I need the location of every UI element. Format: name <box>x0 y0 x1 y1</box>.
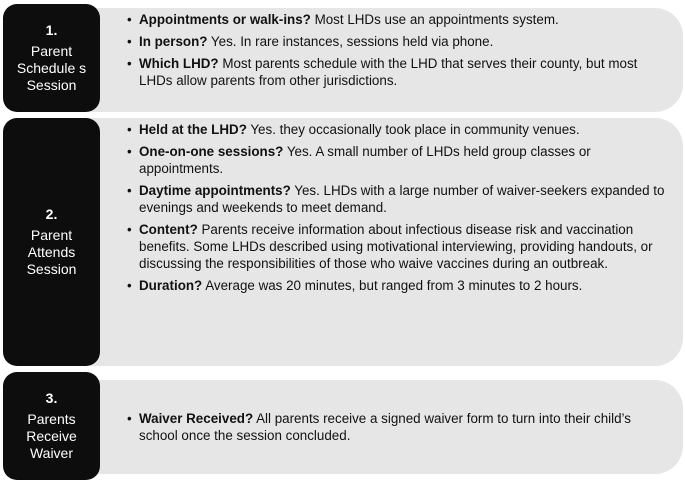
step-1-bullets <box>125 11 667 94</box>
step-2-bullets <box>125 121 667 299</box>
step-3-bullets <box>125 410 667 449</box>
step-3-label: Parents Receive Waiver <box>26 411 77 461</box>
step-1-label-box <box>3 4 100 112</box>
step-3-number: 3. <box>45 390 58 406</box>
list-item: • Which LHD? Most parents schedule with the LHD that serves their county, but most LHDs allow parents from other jurisdictions. <box>125 55 667 89</box>
step-2-number: 2. <box>45 206 58 222</box>
step-1-number: 1. <box>45 22 58 38</box>
list-item: • Held at the LHD? Yes. they occasionally took place in community venues. <box>125 121 667 138</box>
step-2 <box>0 118 685 366</box>
list-item: • Daytime appointments? Yes. LHDs with a large number of waiver-seekers expanded to evenings and weekends to meet demand. <box>125 182 667 216</box>
list-item: • Waiver Received? All parents receive a signed waiver form to turn into their child’s school once the session concluded. <box>125 410 667 444</box>
list-item: • Appointments or walk-ins? Most LHDs use an appointments system. <box>125 11 667 28</box>
step-2-label: Parent Attends Session <box>26 227 77 277</box>
step-3-label-box <box>3 372 100 480</box>
step-2-label-box <box>3 118 100 366</box>
list-item: • Duration? Average was 20 minutes, but ranged from 3 minutes to 2 hours. <box>125 277 667 294</box>
step-1-label: Parent Schedule s Session <box>16 43 87 93</box>
step-1 <box>0 4 685 112</box>
step-3 <box>0 372 685 480</box>
list-item: • Content? Parents receive information about infectious disease risk and vaccination benefits. Some LHDs described using motivational interviewing, providing handouts, or discussing the responsibilities of those who waive vaccines during an outbreak. <box>125 221 667 272</box>
list-item: • One-on-one sessions? Yes. A small number of LHDs held group classes or appointments. <box>125 143 667 177</box>
list-item: • In person? Yes. In rare instances, sessions held via phone. <box>125 33 667 50</box>
